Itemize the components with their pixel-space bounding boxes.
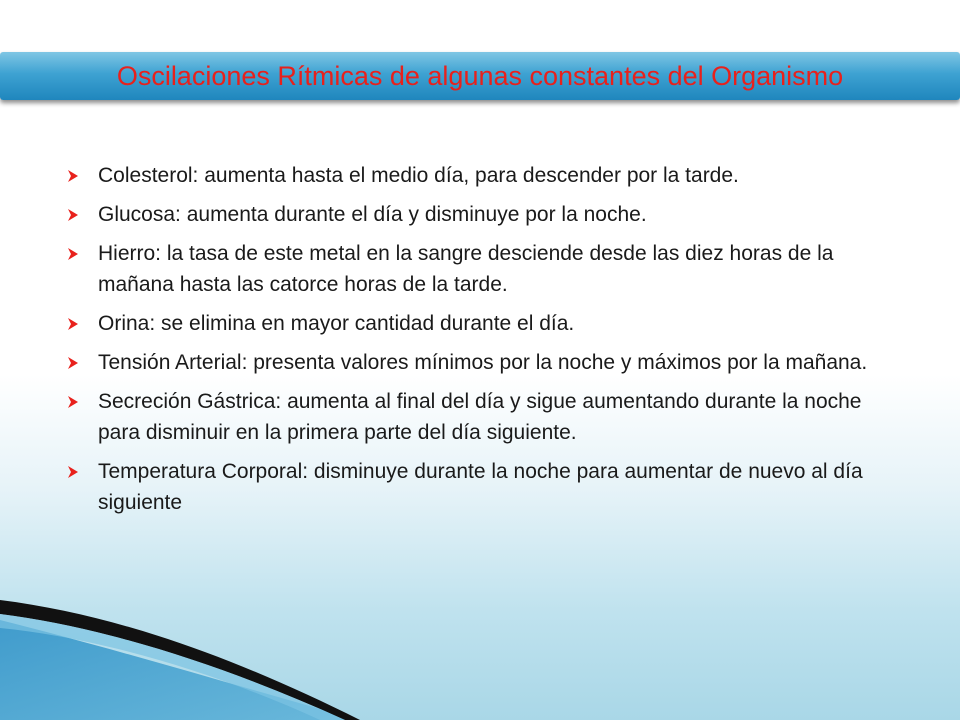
- arrowhead-bullet-icon: [68, 456, 98, 478]
- bullet-text: Colesterol: aumenta hasta el medio día, para descender por la tarde.: [98, 164, 739, 187]
- bullet-item: [68, 238, 908, 300]
- bullet-item: [68, 160, 908, 191]
- bullet-text: Tensión Arterial: presenta valores mínimos por la noche y máximos por la mañana.: [98, 351, 868, 374]
- bullet-text: Hierro: la tasa de este metal en la sangre desciende desde las diez horas de la mañana hasta las catorce horas de la tarde.: [98, 242, 834, 296]
- slide-title: Oscilaciones Rítmicas de algunas constantes del Organismo: [116, 60, 844, 91]
- title-bar: [0, 52, 960, 100]
- bullet-item: [68, 456, 908, 518]
- bullet-item: [68, 308, 908, 339]
- bullet-text: Secreción Gástrica: aumenta al final del día y sigue aumentando durante la noche para disminuir en la primera parte del día siguiente.: [98, 390, 862, 444]
- arrowhead-bullet-icon: [68, 347, 98, 369]
- bullet-list: [68, 160, 908, 526]
- arrowhead-bullet-icon: [68, 308, 98, 330]
- bullet-item: [68, 199, 908, 230]
- bullet-text: Temperatura Corporal: disminuye durante la noche para aumentar de nuevo al día siguiente: [98, 460, 863, 514]
- bullet-item: [68, 386, 908, 448]
- arrowhead-bullet-icon: [68, 386, 98, 408]
- arrowhead-bullet-icon: [68, 160, 98, 182]
- decorative-swoosh: [0, 580, 960, 720]
- bullet-text: Orina: se elimina en mayor cantidad durante el día.: [98, 312, 575, 335]
- bullet-item: [68, 347, 908, 378]
- arrowhead-bullet-icon: [68, 199, 98, 221]
- bullet-text: Glucosa: aumenta durante el día y disminuye por la noche.: [98, 203, 647, 226]
- arrowhead-bullet-icon: [68, 238, 98, 260]
